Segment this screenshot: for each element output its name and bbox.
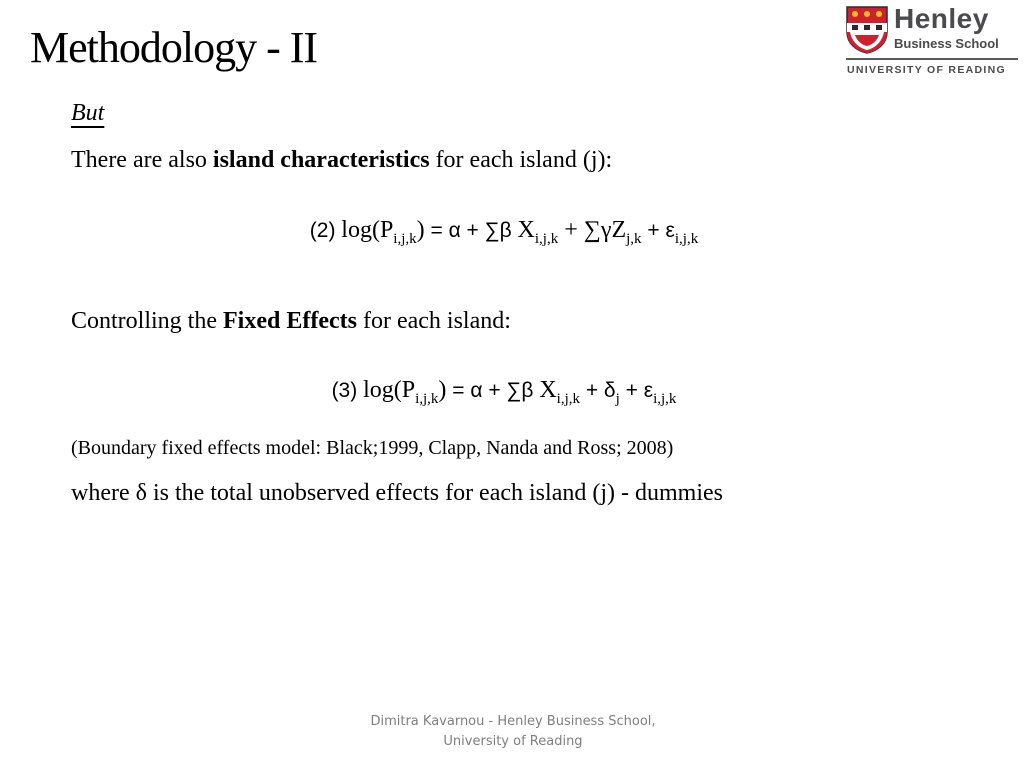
eq-z: Z [611, 217, 627, 243]
eq-subscript: j,k [626, 231, 642, 247]
eq-subscript: i,j,k [674, 231, 699, 247]
island-characteristics-text [71, 145, 612, 175]
eq-subscript: i,j,k [393, 231, 417, 247]
eq-operator: + δ [580, 379, 616, 402]
eq-operator: = α + ∑β [424, 219, 518, 242]
eq-x: X [517, 217, 535, 243]
eq-number: (2) [309, 219, 342, 242]
logo-brand-name: Henley [894, 3, 989, 34]
text-run: for each island: [356, 308, 511, 334]
eq-paren: ) [416, 217, 425, 243]
slide-footer [360, 712, 666, 752]
eq-operator: = α + ∑β [446, 379, 540, 402]
slide-title: Methodology - II [30, 23, 318, 72]
eq-log: log(P [363, 377, 416, 403]
logo-divider [846, 58, 1018, 60]
eq-subscript: i,j,k [534, 231, 559, 247]
bold-term: Fixed Effects [223, 308, 357, 334]
bold-term: island characteristics [212, 147, 430, 173]
footer-line: Dimitra Kavarnou - Henley Business School, [370, 714, 656, 729]
eq-x: X [539, 377, 557, 403]
eq-subscript: i,j,k [415, 391, 439, 407]
equation-2 [0, 215, 1008, 246]
text-run: There are also [71, 147, 213, 173]
shield-icon [846, 6, 888, 54]
text-run: for each island (j): [429, 147, 613, 173]
boundary-model-reference: (Boundary fixed effects model: Black;1999, Clapp, Nanda and Ross; 2008) [71, 437, 674, 459]
footer-line: University of Reading [443, 734, 583, 749]
eq-number: (3) [331, 379, 364, 402]
equation-3 [0, 375, 1008, 406]
fixed-effects-text [71, 306, 511, 336]
eq-operator: + ε [641, 219, 675, 242]
eq-operator: + ε [619, 379, 654, 402]
eq-paren: ) [438, 377, 447, 403]
logo-university: UNIVERSITY OF READING [847, 64, 1006, 76]
eq-subscript: i,j,k [653, 391, 677, 407]
logo-brand-subtitle: Business School [894, 36, 999, 51]
eq-subscript: j [615, 391, 620, 407]
delta-explanation: where δ is the total unobserved effects for each island (j) - dummies [71, 480, 723, 506]
text-run: Controlling the [71, 308, 223, 334]
eq-operator: + ∑γ [558, 217, 612, 243]
henley-logo [846, 4, 1018, 76]
eq-log: log(P [341, 217, 394, 243]
eq-subscript: i,j,k [556, 391, 580, 407]
but-heading: But [71, 100, 105, 126]
